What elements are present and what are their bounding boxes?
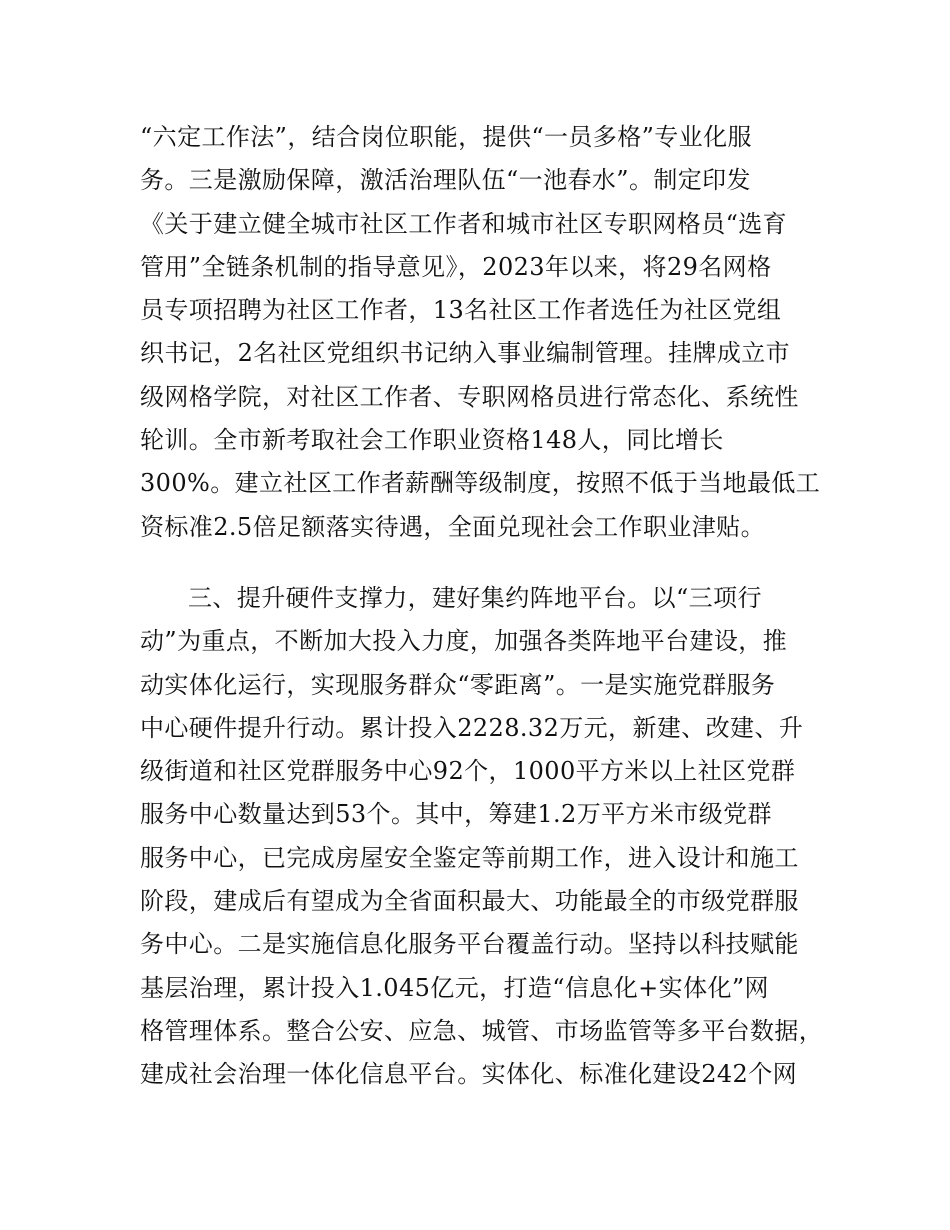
text-line: 轮训。全市新考取社会工作职业资格148人，同比增长 [140,426,724,455]
text-line: 服务中心，已完成房屋安全鉴定等前期工作，进入设计和施工 [140,843,799,872]
text-line: 阶段，建成后有望成为全省面积最大、功能最全的市级党群服 [140,887,799,916]
text-line: 管用”全链条机制的指导意见》，2023年以来，将29名网格 [140,252,772,281]
text-line: 动实体化运行，实现服务群众“零距离”。一是实施党群服务 [140,670,776,699]
text-line: 级街道和社区党群服务中心92个，1000平方米以上社区党群 [140,757,796,786]
text-line: “六定工作法”，结合岗位职能，提供“一员多格”专业化服 [140,123,752,151]
text-line: 《关于建立健全城市社区工作者和城市社区专职网格员“选育 [140,209,788,238]
text-line: 务中心。二是实施信息化服务平台覆盖行动。坚持以科技赋能 [140,930,799,959]
text-line: 动”为重点，不断加大投入力度，加强各类阵地平台建设，推 [140,627,788,656]
text-line: 300%。建立社区工作者薪酬等级制度，按照不低于当地最低工 [140,469,821,498]
text-line: 资标准2.5倍足额落实待遇，全面兑现社会工作职业津贴。 [140,512,765,541]
text-line: 格管理体系。整合公安、应急、城管、市场监管等多平台数据， [140,1016,824,1045]
text-line: 服务中心数量达到53个。其中，筹建1.2万平方米市级党群 [140,800,772,829]
text-line: 建成社会治理一体化信息平台。实体化、标准化建设242个网 [140,1060,798,1089]
text-line: 员专项招聘为社区工作者，13名社区工作者选任为社区党组 [140,296,782,325]
text-line: 务。三是激励保障，激活治理队伍“一池春水”。制定印发 [140,166,751,195]
section-heading-line: 三、提升硬件支撑力，建好集约阵地平台。以“三项行 [188,583,762,612]
text-line: 织书记，2名社区党组织书记纳入事业编制管理。挂牌成立市 [140,339,791,368]
text-line: 级网格学院，对社区工作者、专职网格员进行常态化、系统性 [140,382,799,411]
text-line: 中心硬件提升行动。累计投入2228.32万元，新建、改建、升 [140,713,804,742]
body-text [140,116,830,1097]
text-line: 基层治理，累计投入1.045亿元，打造“信息化+实体化”网 [140,973,769,1002]
